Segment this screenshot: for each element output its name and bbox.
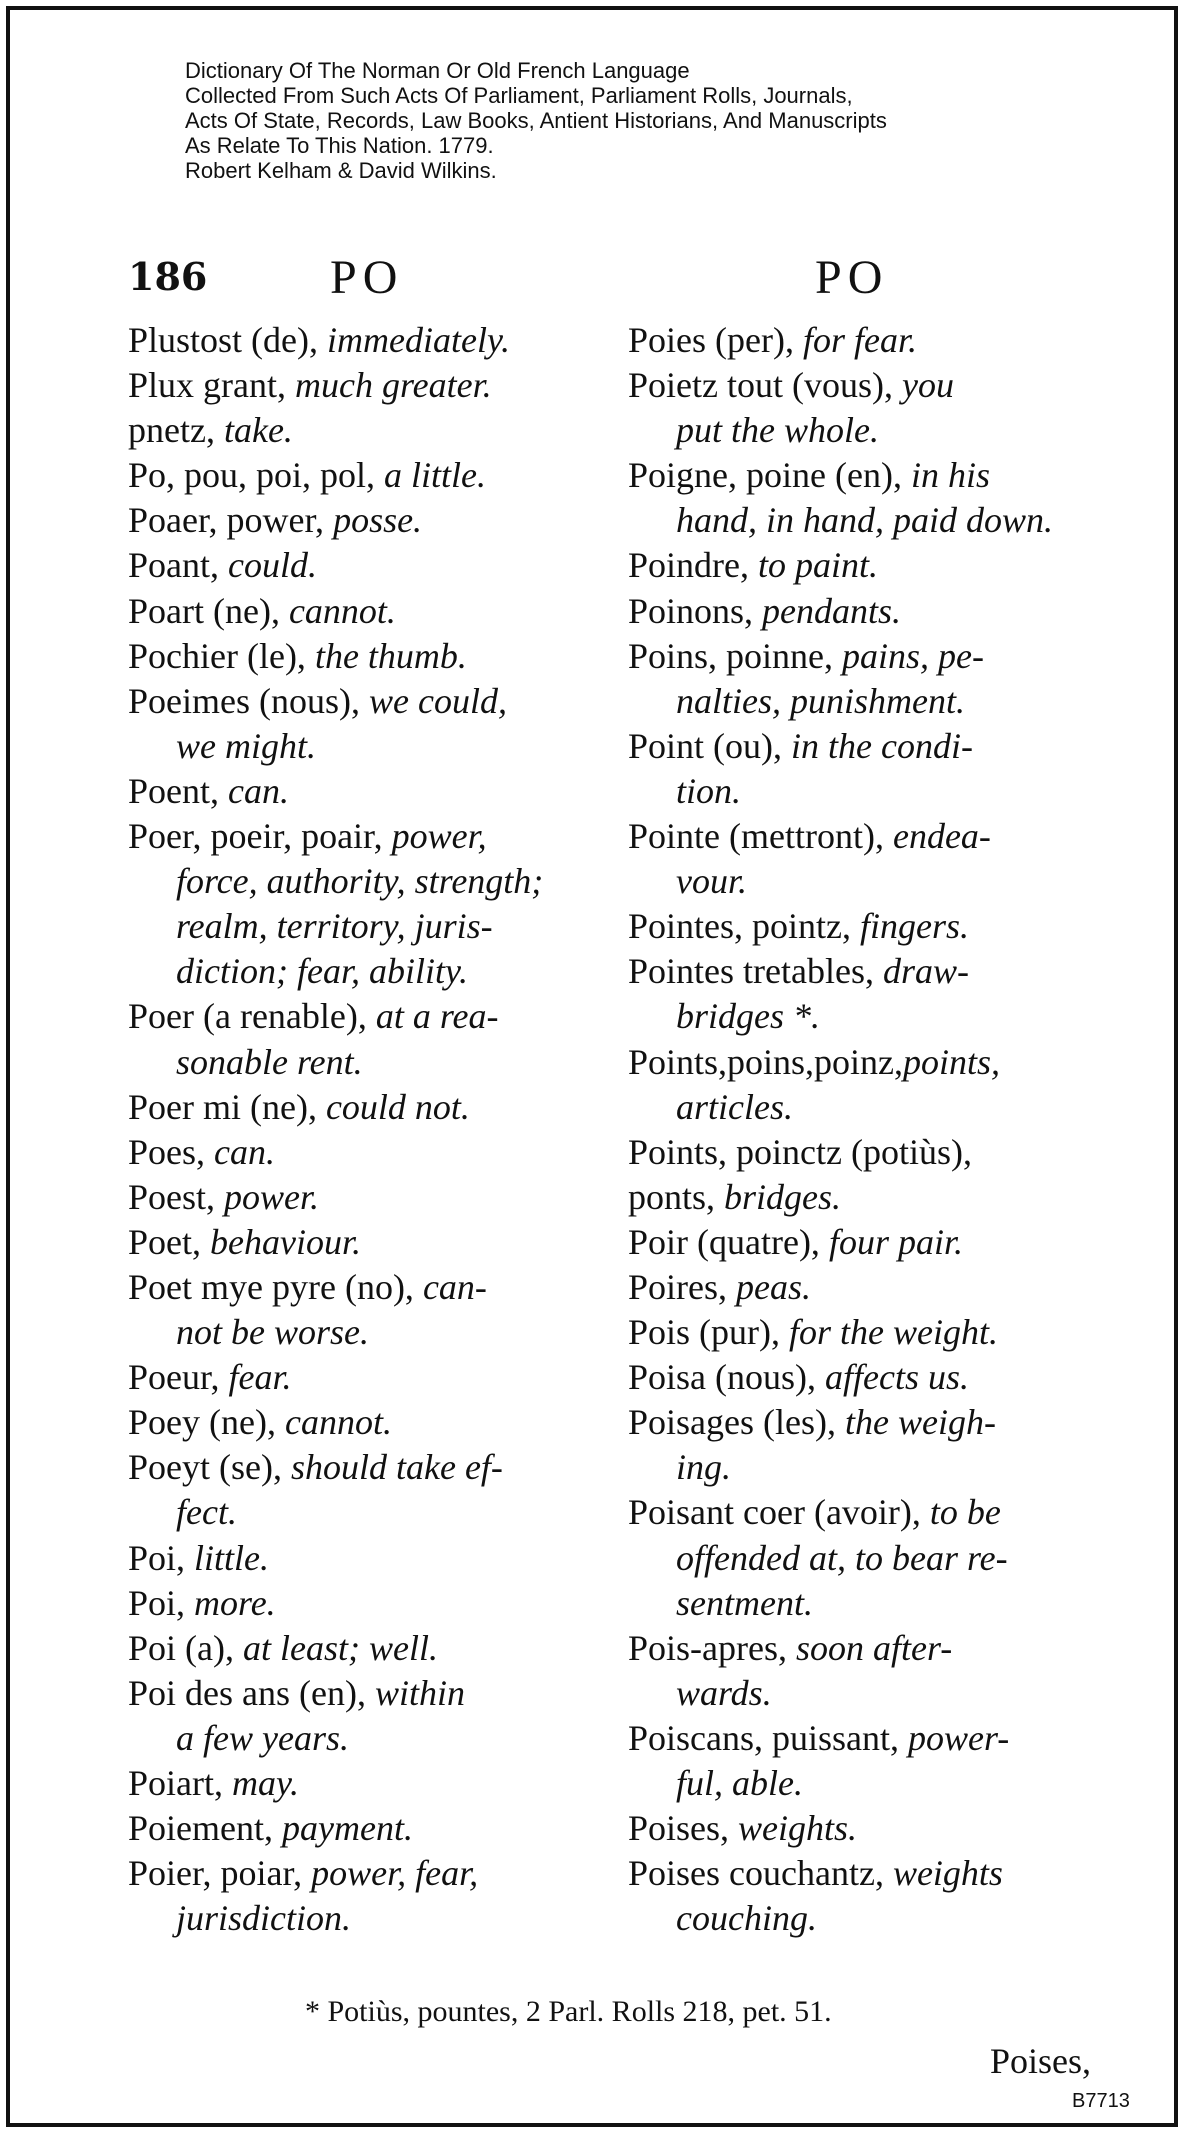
running-head-right: PO [815, 251, 889, 304]
entry-definition: much greater. [295, 365, 492, 406]
entry-definition: hand, in hand, paid down. [676, 500, 1054, 541]
dictionary-entry-line [628, 543, 1108, 588]
dictionary-entry-line [628, 408, 1108, 453]
entry-term: Poer mi (ne), [128, 1086, 326, 1127]
entry-definition: power, fear, [311, 1853, 479, 1894]
entry-definition: at least; well. [242, 1627, 438, 1668]
dictionary-entry-line [628, 679, 1108, 724]
entry-term: Poeimes (nous), [128, 680, 369, 721]
catalog-id: B7713 [1072, 2090, 1130, 2112]
entry-definition: articles. [676, 1086, 793, 1127]
entry-definition: could not. [325, 1086, 470, 1127]
entry-definition: ful, able. [676, 1763, 803, 1803]
entry-definition: payment. [281, 1808, 413, 1849]
entry-definition: realm, territory, juris- [176, 906, 493, 947]
entry-term: Poins, poinne, [628, 635, 843, 676]
entry-definition: can- [422, 1266, 487, 1307]
entry-term: Poindre, [628, 545, 758, 586]
entry-term: Po, pou, poi, pol, [128, 455, 385, 496]
entry-term: Poeyt (se), [128, 1447, 291, 1488]
dictionary-entry-line [128, 453, 608, 498]
entry-term: Poart (ne), [128, 590, 289, 631]
entry-term: Poiement, [128, 1808, 282, 1849]
dictionary-entry-line [128, 1220, 608, 1265]
entry-definition: at a rea- [375, 996, 499, 1037]
dictionary-entry-line [628, 814, 1108, 859]
entry-term: ponts, [628, 1176, 725, 1217]
dictionary-entry-line [628, 1896, 1108, 1941]
entry-term: Pochier (le), [128, 635, 315, 676]
dictionary-entry-line [128, 1445, 608, 1490]
entry-term: pnetz, [128, 410, 224, 451]
dictionary-entry-line [128, 498, 608, 543]
page-header [0, 250, 1190, 304]
dictionary-entry-line [628, 1671, 1108, 1716]
entry-term: Poey (ne), [128, 1402, 285, 1443]
entry-term: Poes, [128, 1131, 215, 1172]
dictionary-entry-line [628, 1040, 1108, 1085]
entry-definition: put the whole. [676, 410, 879, 451]
dictionary-entry-line [128, 1851, 608, 1896]
dictionary-entry-line [628, 1310, 1108, 1355]
dictionary-entry-line [628, 498, 1108, 543]
entry-term: Poisages (les), [628, 1402, 845, 1443]
entry-definition: could. [228, 545, 317, 586]
dictionary-entry-line [628, 1806, 1108, 1851]
dictionary-entry-line [128, 1581, 608, 1626]
entry-definition: offended at, to bear re- [676, 1537, 1008, 1578]
dictionary-entry-line [628, 1851, 1108, 1896]
caption-line: Robert Kelham & David Wilkins. [185, 158, 497, 183]
entry-definition: in his [910, 455, 990, 496]
dictionary-entry-line [128, 318, 608, 363]
book-caption [185, 58, 887, 183]
entry-definition: we could, [368, 680, 507, 721]
entry-term: Points,poins,poinz, [628, 1041, 904, 1082]
entry-term: Poises, [628, 1808, 739, 1849]
entry-term: Poisa (nous), [628, 1357, 825, 1398]
dictionary-entry-line [628, 318, 1108, 363]
dictionary-entry-line [128, 1626, 608, 1671]
dictionary-entry-line [128, 1536, 608, 1581]
caption-line: Dictionary Of The Norman Or Old French Language [185, 58, 690, 83]
entry-term: Poant, [128, 545, 229, 586]
dictionary-entry-line [628, 1445, 1108, 1490]
dictionary-entry-line [128, 904, 608, 949]
entry-definition: fect. [176, 1492, 237, 1533]
entry-definition: tion. [676, 770, 742, 811]
entry-definition: weights. [738, 1808, 858, 1849]
caption-line: As Relate To This Nation. 1779. [185, 133, 494, 158]
dictionary-entry-line [628, 1536, 1108, 1581]
dictionary-entry-line [128, 724, 608, 769]
dictionary-entry-line [628, 859, 1108, 904]
dictionary-entry-line [128, 1085, 608, 1130]
entry-definition: soon after- [795, 1627, 953, 1668]
entry-definition: sonable rent. [176, 1041, 363, 1082]
dictionary-entry-line [628, 453, 1108, 498]
entry-term: Poaer, power, [128, 500, 334, 541]
dictionary-entry-line [628, 1400, 1108, 1445]
dictionary-entry-line [128, 1130, 608, 1175]
entry-term: Poier, poiar, [128, 1853, 312, 1894]
entry-definition: a few years. [176, 1717, 349, 1758]
dictionary-entry-line [628, 1626, 1108, 1671]
dictionary-entry-line [128, 949, 608, 994]
entry-definition: diction; fear, ability. [176, 951, 468, 992]
dictionary-entry-line [628, 949, 1108, 994]
entry-definition: power, [391, 816, 487, 857]
entry-definition: to paint. [758, 545, 879, 586]
dictionary-entry-line [628, 589, 1108, 634]
entry-definition: force, authority, strength; [176, 861, 544, 902]
entry-term: Poest, [128, 1176, 225, 1217]
entry-definition: fear. [228, 1357, 292, 1398]
entry-definition: peas. [736, 1266, 811, 1307]
entry-definition: endea- [892, 816, 991, 857]
entry-term: Pointe (mettront), [628, 816, 893, 857]
dictionary-entry-line [628, 724, 1108, 769]
entry-definition: jurisdiction. [176, 1898, 352, 1939]
entry-definition: nalties, punishment. [676, 680, 965, 721]
entry-definition: posse. [333, 500, 423, 541]
entry-definition: for fear. [802, 320, 917, 360]
entry-term: Poiscans, puissant, [628, 1717, 909, 1758]
entry-definition: power. [224, 1176, 320, 1217]
entry-term: Poisant coer (avoir), [628, 1492, 930, 1533]
dictionary-entry-line [128, 634, 608, 679]
entry-term: Poinons, [628, 590, 763, 631]
entry-definition: a little. [384, 455, 487, 496]
dictionary-entry-line [628, 1085, 1108, 1130]
entry-definition: points, [903, 1041, 1001, 1082]
entry-definition: the thumb. [314, 635, 467, 676]
entry-term: Points, poinctz (potiùs), [628, 1131, 972, 1172]
entry-definition: little. [194, 1537, 270, 1578]
entry-term: Poietz tout (vous), [628, 365, 902, 406]
dictionary-entry-line [128, 1310, 608, 1355]
dictionary-entry-line [628, 363, 1108, 408]
entry-term: Poiart, [128, 1763, 232, 1803]
entry-definition: four pair. [828, 1221, 963, 1262]
entry-term: Pois-apres, [628, 1627, 796, 1668]
dictionary-entry-line [128, 679, 608, 724]
dictionary-entry-line [628, 1130, 1108, 1175]
entry-definition: in the condi- [791, 725, 973, 766]
entry-term: Poigne, poine (en), [628, 455, 911, 496]
dictionary-entry-line [128, 543, 608, 588]
dictionary-entry-line [128, 814, 608, 859]
dictionary-entry-line [128, 859, 608, 904]
dictionary-entry-line [128, 1175, 608, 1220]
dictionary-entry-line [128, 1806, 608, 1851]
entry-term: Poi (a), [128, 1627, 243, 1668]
entry-term: Poi, [128, 1582, 195, 1623]
dictionary-entry-line [628, 1761, 1108, 1806]
dictionary-entry-line [128, 1896, 608, 1941]
dictionary-entry-line [628, 634, 1108, 679]
entry-term: Poires, [628, 1266, 736, 1307]
entry-definition: vour. [676, 861, 747, 902]
entry-definition: may. [232, 1763, 299, 1803]
right-column [628, 318, 1108, 1941]
catchword: Poises, [990, 2041, 1092, 2081]
entry-definition: bridges *. [676, 996, 820, 1037]
entry-definition: affects us. [825, 1357, 969, 1398]
entry-definition: can. [228, 770, 289, 811]
entry-term: Point (ou), [628, 725, 792, 766]
entry-term: Poent, [128, 770, 229, 811]
entry-definition: fingers. [860, 906, 970, 947]
dictionary-entry-line [128, 769, 608, 814]
dictionary-entry-line [628, 1220, 1108, 1265]
dictionary-entry-line [628, 1355, 1108, 1400]
entry-term: Poi des ans (en), [128, 1672, 375, 1713]
entry-definition: ing. [676, 1447, 732, 1488]
dictionary-entry-line [128, 363, 608, 408]
entry-term: Poet mye pyre (no), [128, 1266, 423, 1307]
caption-line: Acts Of State, Records, Law Books, Antient Historians, And Manuscripts [185, 108, 887, 133]
footnote: * Potiùs, pountes, 2 Parl. Rolls 218, pet. 51. [305, 1995, 832, 2028]
dictionary-entry-line [128, 1400, 608, 1445]
entry-definition: should take ef- [290, 1447, 503, 1488]
entry-term: Pointes tretables, [628, 951, 883, 992]
dictionary-entry-line [628, 769, 1108, 814]
running-head-left: PO [330, 251, 404, 304]
entry-definition: power- [908, 1717, 1010, 1758]
entry-definition: to be [929, 1492, 1001, 1533]
entry-term: Poies (per), [628, 320, 803, 360]
entry-definition: draw- [882, 951, 969, 992]
entry-definition: cannot. [288, 590, 396, 631]
entry-term: Pois (pur), [628, 1312, 789, 1353]
dictionary-entry-line [628, 994, 1108, 1039]
entry-definition: for the weight. [789, 1312, 998, 1353]
entry-definition: couching. [676, 1898, 817, 1939]
dictionary-entry-line [128, 1265, 608, 1310]
entry-term: Poeur, [128, 1357, 229, 1398]
dictionary-entry-line [128, 1355, 608, 1400]
dictionary-entry-line [128, 994, 608, 1039]
entry-term: Poet, [128, 1221, 211, 1262]
entry-term: Poer, poeir, poair, [128, 816, 392, 857]
dictionary-entry-line [628, 1581, 1108, 1626]
entry-definition: bridges. [724, 1176, 842, 1217]
dictionary-entry-line [128, 589, 608, 634]
entry-definition: can. [214, 1131, 275, 1172]
dictionary-entry-line [628, 904, 1108, 949]
entry-term: Pointes, pointz, [628, 906, 860, 947]
left-column [128, 318, 608, 1941]
dictionary-entry-line [128, 1716, 608, 1761]
dictionary-entry-line [628, 1716, 1108, 1761]
entry-definition: within [374, 1672, 465, 1713]
entry-term: Poi, [128, 1537, 195, 1578]
entry-definition: sentment. [676, 1582, 813, 1623]
dictionary-entry-line [128, 408, 608, 453]
entry-term: Plustost (de), [128, 320, 328, 360]
entry-definition: the weigh- [844, 1402, 996, 1443]
entry-definition: not be worse. [176, 1312, 369, 1353]
entry-definition: you [901, 365, 954, 406]
entry-definition: pendants. [762, 590, 902, 631]
entry-definition: cannot. [284, 1402, 392, 1443]
entry-definition: weights [892, 1853, 1003, 1894]
dictionary-entry-line [628, 1490, 1108, 1535]
entry-definition: pains, pe- [842, 635, 984, 676]
entry-definition: take. [223, 410, 293, 451]
entry-term: Poer (a renable), [128, 996, 376, 1037]
dictionary-entry-line [128, 1671, 608, 1716]
dictionary-entry-line [628, 1175, 1108, 1220]
dictionary-entry-line [128, 1490, 608, 1535]
entry-definition: wards. [676, 1672, 772, 1713]
caption-line: Collected From Such Acts Of Parliament, Parliament Rolls, Journals, [185, 83, 853, 108]
dictionary-entry-line [128, 1761, 608, 1806]
entry-definition: more. [194, 1582, 276, 1623]
entry-term: Plux grant, [128, 365, 295, 406]
entry-term: Poises couchantz, [628, 1853, 893, 1894]
entry-definition: we might. [176, 725, 316, 766]
entry-definition: behaviour. [210, 1221, 361, 1262]
entry-term: Poir (quatre), [628, 1221, 829, 1262]
dictionary-entry-line [128, 1040, 608, 1085]
dictionary-entry-line [628, 1265, 1108, 1310]
page-number: 186 [128, 254, 208, 299]
entry-definition: immediately. [327, 320, 510, 360]
